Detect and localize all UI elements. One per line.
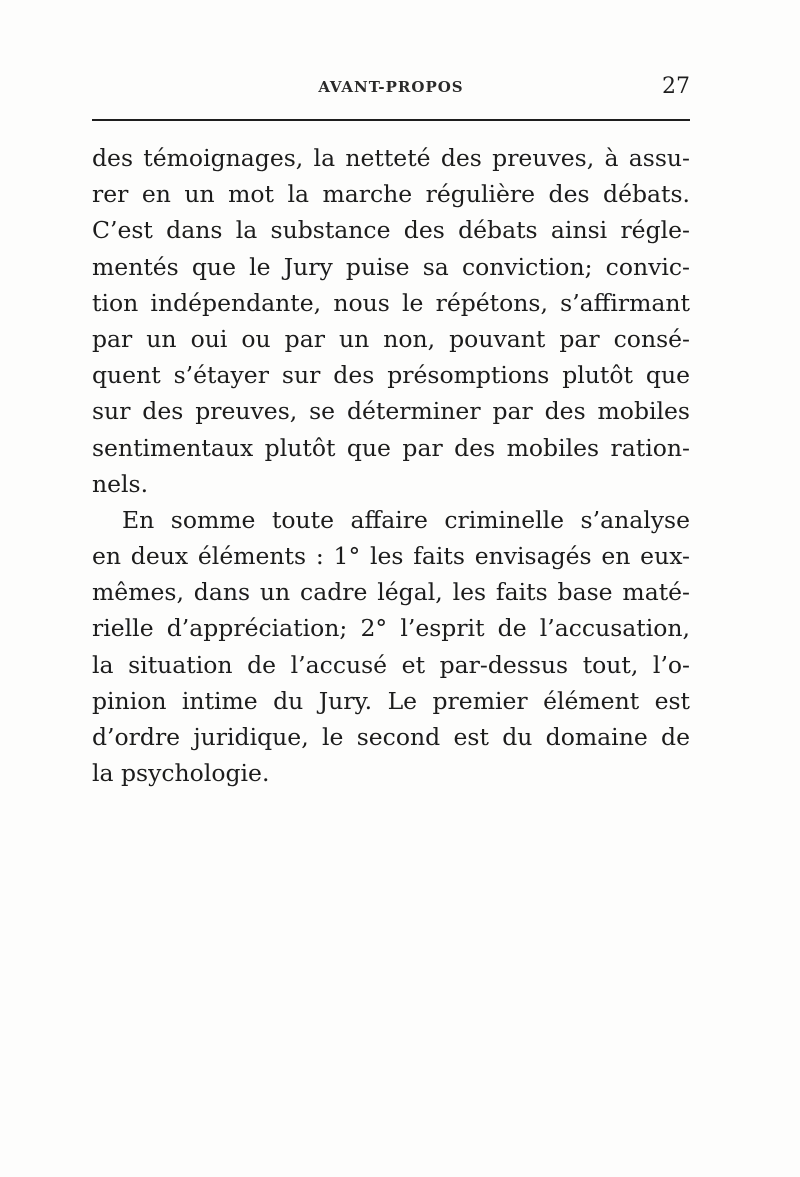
text-line: tion indépendante, nous le répétons, s’affirmant bbox=[92, 288, 690, 317]
text-line: quent s’étayer sur des présomptions plutôt que bbox=[92, 361, 690, 390]
text-line: En somme toute affaire criminelle s’analyse bbox=[122, 505, 690, 534]
text-line: par un oui ou par un non, pouvant par consé- bbox=[92, 324, 690, 353]
header-rule bbox=[92, 119, 690, 121]
text-line: rielle d’appréciation; 2° l’esprit de l’accusation, bbox=[92, 614, 690, 643]
text-line: sentimentaux plutôt que par des mobiles ration- bbox=[92, 433, 690, 462]
paragraph-1 bbox=[92, 140, 690, 502]
text-line: C’est dans la substance des débats ainsi régle- bbox=[92, 216, 690, 245]
body-text bbox=[92, 140, 690, 791]
text-line: mentés que le Jury puise sa conviction; convic- bbox=[92, 252, 690, 281]
text-line: pinion intime du Jury. Le premier élément est bbox=[92, 686, 690, 715]
text-line: d’ordre juridique, le second est du domaine de bbox=[92, 723, 690, 751]
text-line: rer en un mot la marche régulière des débats. bbox=[92, 180, 690, 209]
text-line: la psychologie. bbox=[92, 759, 270, 788]
text-line: mêmes, dans un cadre légal, les faits base maté- bbox=[92, 578, 690, 607]
page-number: 27 bbox=[662, 74, 690, 99]
running-head bbox=[92, 76, 690, 100]
text-line: sur des preuves, se déterminer par des mobiles bbox=[92, 397, 690, 426]
running-title: AVANT-PROPOS bbox=[318, 78, 464, 96]
text-line: nels. bbox=[92, 469, 149, 498]
text-line: en deux éléments : 1° les faits envisagés en eux- bbox=[92, 542, 690, 571]
text-line: des témoignages, la netteté des preuves, à assu- bbox=[92, 144, 690, 172]
paragraph-2 bbox=[92, 502, 690, 792]
text-line: la situation de l’accusé et par-dessus tout, l’o- bbox=[92, 650, 690, 679]
